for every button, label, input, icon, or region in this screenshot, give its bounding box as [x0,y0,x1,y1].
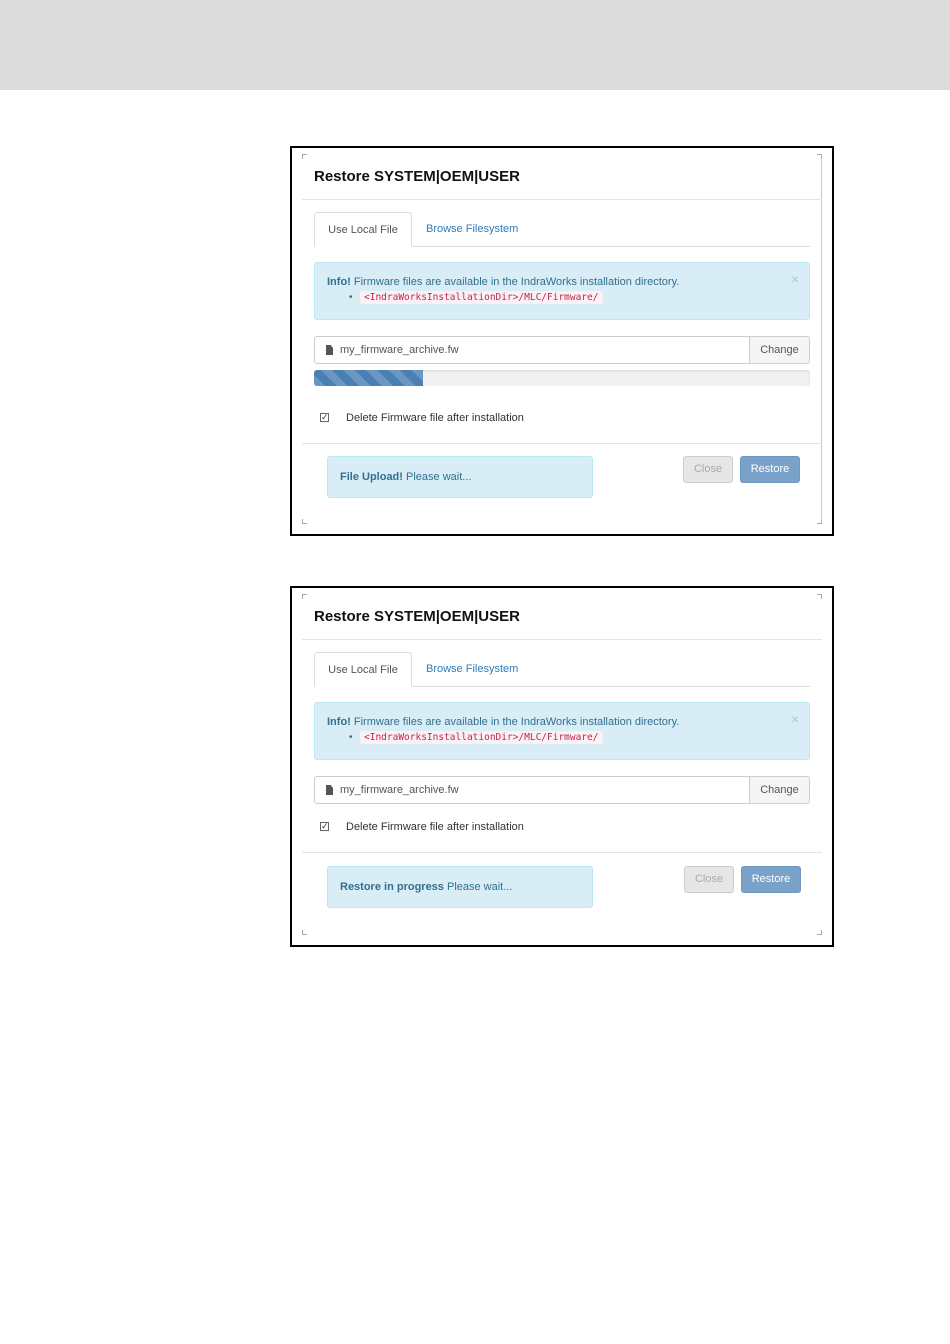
close-icon[interactable]: × [790,271,799,287]
status-alert [327,456,593,498]
file-picker [314,776,810,804]
divider [302,199,822,200]
corner-mark [302,519,307,524]
info-alert [314,262,810,320]
restore-dialog-in-progress [290,586,834,947]
corner-mark [302,930,307,935]
bullet-icon: • [349,732,353,743]
upload-progress [314,370,810,386]
file-picker [314,336,810,364]
restore-button[interactable]: Restore [741,866,801,893]
delete-firmware-checkbox[interactable]: ✓ [321,821,329,831]
restore-dialog-uploading [290,146,834,536]
status-text: Please wait... [443,881,513,893]
dialog-edge [821,158,822,522]
file-icon [326,785,333,795]
change-button[interactable]: Change [749,776,810,804]
close-button[interactable]: Close [683,456,733,483]
delete-firmware-label: Delete Firmware file after installation [346,412,524,424]
info-message [327,276,679,288]
info-text: Firmware files are available in the IndraWorks installation directory. [350,716,680,728]
delete-firmware-label: Delete Firmware file after installation [346,821,524,833]
file-input[interactable] [314,336,750,364]
dialog-title: Restore SYSTEM|OEM|USER [314,168,520,185]
tab-browse-filesystem[interactable]: Browse Filesystem [426,663,519,675]
tab-use-local-file[interactable]: Use Local File [314,212,412,247]
tab-browse-filesystem[interactable]: Browse Filesystem [426,223,519,235]
file-icon [326,345,333,355]
close-button[interactable]: Close [684,866,734,893]
info-strong: Info! [327,276,351,288]
dialog-title: Restore SYSTEM|OEM|USER [314,608,520,625]
status-text: Please wait... [402,471,472,483]
tab-bar [314,652,810,687]
status-strong: Restore in progress [340,881,444,893]
corner-mark [817,594,822,599]
close-icon[interactable]: × [790,711,799,727]
divider [302,443,822,444]
file-name: my_firmware_archive.fw [340,784,459,796]
delete-firmware-checkbox[interactable]: ✓ [321,412,329,422]
info-alert [314,702,810,760]
status-alert [327,866,593,908]
info-strong: Info! [327,716,351,728]
upload-progress-bar [314,370,423,386]
info-message [327,716,679,728]
restore-button[interactable]: Restore [740,456,800,483]
change-button[interactable]: Change [749,336,810,364]
divider [302,852,822,853]
info-text: Firmware files are available in the IndraWorks installation directory. [350,276,680,288]
corner-mark [302,154,307,159]
status-strong: File Upload! [340,471,403,483]
corner-mark [302,594,307,599]
tab-bar [314,212,810,247]
file-input[interactable] [314,776,750,804]
firmware-path: <IndraWorksInstallationDir>/MLC/Firmware/ [360,731,603,744]
file-name: my_firmware_archive.fw [340,344,459,356]
corner-mark [817,930,822,935]
page-header-band [0,0,950,90]
firmware-path: <IndraWorksInstallationDir>/MLC/Firmware/ [360,291,603,304]
divider [302,639,822,640]
bullet-icon: • [349,292,353,303]
tab-use-local-file[interactable]: Use Local File [314,652,412,687]
